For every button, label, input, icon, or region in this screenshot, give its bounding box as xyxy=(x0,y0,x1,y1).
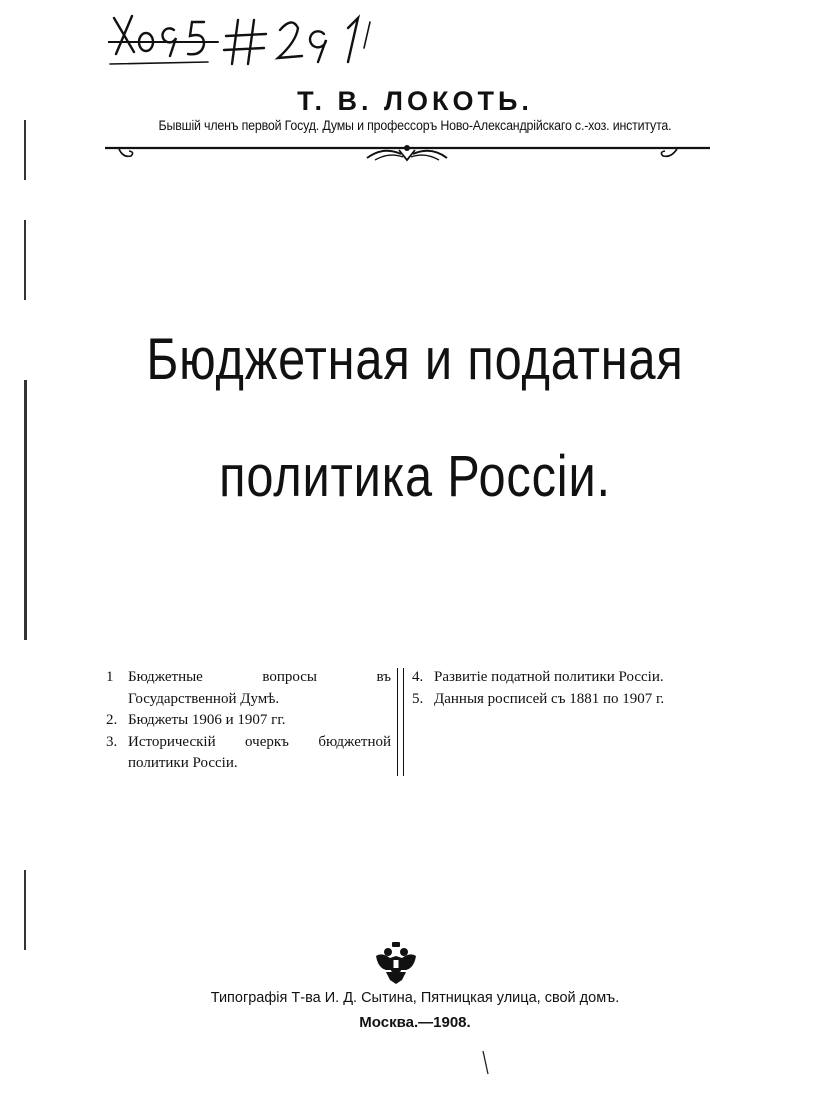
contents-item xyxy=(106,710,391,732)
book-title-line-2: политика Россіи. xyxy=(219,444,611,509)
contents-item-number: 2. xyxy=(106,712,118,728)
place-and-year: Москва.—1908. xyxy=(359,1014,471,1031)
contents-left-column xyxy=(106,667,391,775)
scan-edge-mark xyxy=(24,120,26,180)
contents-item-text: Развитіе податной политики Россіи. xyxy=(434,669,664,685)
contents-item xyxy=(412,667,702,689)
contents-item-text: Бюджеты 1906 и 1907 гг. xyxy=(128,712,286,728)
handwritten-shelfmark xyxy=(108,8,388,68)
stray-pen-mark xyxy=(482,1050,490,1076)
ornamental-rule xyxy=(105,140,710,168)
contents-item-number: 1 xyxy=(106,669,114,685)
contents-item-number: 3. xyxy=(106,733,118,750)
contents-item xyxy=(106,732,391,775)
book-title-line-1: Бюджетная и податная xyxy=(146,327,684,392)
contents-right-column xyxy=(412,667,702,710)
eagle-emblem-icon xyxy=(372,940,420,988)
contents-item xyxy=(412,689,702,711)
contents-item xyxy=(106,667,391,710)
printer-imprint: Типографія Т-ва И. Д. Сытина, Пятницкая улица, свой домъ. xyxy=(210,990,620,1006)
contents-item-text: Данныя росписей съ 1881 по 1907 г. xyxy=(434,690,665,707)
contents-item-text: Бюджетные вопросы въ Государственной Думѣ. xyxy=(128,669,391,707)
scan-edge-mark xyxy=(24,220,26,300)
author-description: Бывшій членъ первой Госуд. Думы и профессоръ Ново-Александрійскаго с.-хоз. института. xyxy=(158,118,672,133)
author-name: Т. В. ЛОКОТЬ. xyxy=(297,86,533,116)
contents-item-text: Историческій очеркъ бюджетной политики Россіи. xyxy=(128,733,391,771)
scan-edge-mark xyxy=(24,870,26,950)
contents-item-number: 5. xyxy=(412,690,424,707)
contents-item-number: 4. xyxy=(412,669,424,685)
contents-column-divider xyxy=(397,668,404,776)
scan-edge-mark xyxy=(24,380,27,640)
